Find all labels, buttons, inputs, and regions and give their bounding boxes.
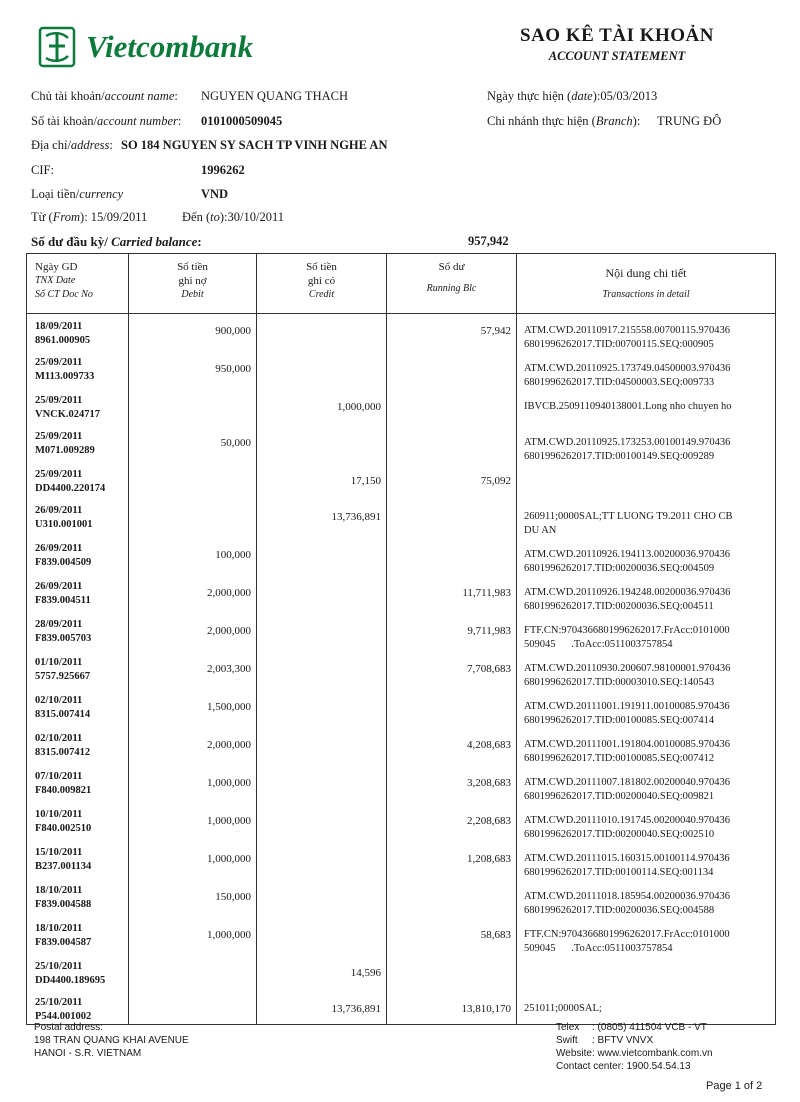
cell-detail <box>517 956 776 992</box>
doc-number: M113.009733 <box>35 371 95 382</box>
cell-balance: 75,092 <box>387 464 517 500</box>
cell-credit <box>257 538 387 576</box>
doc-number: F839.004587 <box>35 937 92 948</box>
table-row <box>27 804 776 842</box>
txn-date: 02/10/2011 <box>35 733 83 744</box>
brand-wordmark: Vietcombank <box>86 29 254 64</box>
cell-detail: ATM.CWD.20110925.173749.04500003.970436 6801996262017.TID:04500003.SEQ:009733 <box>517 352 776 390</box>
cell-debit: 2,000,000 <box>129 728 257 766</box>
cell-date-doc <box>27 500 129 538</box>
cell-credit <box>257 842 387 880</box>
cell-credit <box>257 918 387 956</box>
to-date: Đến (to):30/10/2011 <box>182 210 284 224</box>
telex-line: Telex : (0805) 411504 VCB - VT <box>556 1022 707 1033</box>
cell-date-doc <box>27 426 129 464</box>
cell-balance: 11,711,983 <box>387 576 517 614</box>
txn-date: 25/09/2011 <box>35 395 83 406</box>
cell-balance: 7,708,683 <box>387 652 517 690</box>
cell-date-doc <box>27 314 129 353</box>
cell-debit <box>129 464 257 500</box>
cell-credit: 13,736,891 <box>257 500 387 538</box>
txn-date: 10/10/2011 <box>35 809 83 820</box>
cell-debit: 2,000,000 <box>129 614 257 652</box>
table-row <box>27 314 776 353</box>
table-row <box>27 956 776 992</box>
doc-number: DD4400.189695 <box>35 975 106 986</box>
txn-date: 02/10/2011 <box>35 695 83 706</box>
cell-balance <box>387 880 517 918</box>
cif-label: CIF: <box>31 163 54 177</box>
cell-balance: 57,942 <box>387 314 517 353</box>
cell-date-doc <box>27 728 129 766</box>
doc-number: 8315.007412 <box>35 747 91 758</box>
cell-balance <box>387 390 517 426</box>
doc-number: VNCK.024717 <box>35 409 101 420</box>
table-row <box>27 690 776 728</box>
cell-credit <box>257 614 387 652</box>
cell-date-doc <box>27 918 129 956</box>
cell-credit: 17,150 <box>257 464 387 500</box>
cell-detail: FTF.CN:9704366801996262017.FrAcc:0101000 509045 .ToAcc:0511003757854 <box>517 918 776 956</box>
cell-detail: ATM.CWD.20111010.191745.00200040.970436 6801996262017.TID:00200040.SEQ:002510 <box>517 804 776 842</box>
cell-debit: 1,000,000 <box>129 842 257 880</box>
cell-debit: 900,000 <box>129 314 257 353</box>
cell-detail: ATM.CWD.20111018.185954.00200036.970436 6801996262017.TID:00200036.SEQ:004588 <box>517 880 776 918</box>
cell-debit: 50,000 <box>129 426 257 464</box>
branch-label: Chi nhánh thực hiện (Branch): <box>487 114 641 128</box>
cell-debit <box>129 390 257 426</box>
cell-credit <box>257 728 387 766</box>
doc-number: 8315.007414 <box>35 709 91 720</box>
doc-number: F840.002510 <box>35 823 92 834</box>
table-row <box>27 918 776 956</box>
cell-detail: FTF.CN:9704366801996262017.FrAcc:0101000 509045 .ToAcc:0511003757854 <box>517 614 776 652</box>
txn-date: 25/10/2011 <box>35 961 83 972</box>
postal-line1: 198 TRAN QUANG KHAI AVENUE <box>34 1035 189 1046</box>
txn-date: 18/10/2011 <box>35 885 83 896</box>
table-row <box>27 842 776 880</box>
account-name: NGUYEN QUANG THACH <box>201 89 348 103</box>
cell-debit: 2,000,000 <box>129 576 257 614</box>
cell-credit <box>257 426 387 464</box>
cell-date-doc <box>27 766 129 804</box>
cell-date-doc <box>27 992 129 1025</box>
cell-debit: 1,000,000 <box>129 766 257 804</box>
cell-date-doc <box>27 842 129 880</box>
doc-number: P544.001002 <box>35 1011 92 1022</box>
table-row <box>27 426 776 464</box>
txn-date: 26/09/2011 <box>35 505 83 516</box>
table-row <box>27 880 776 918</box>
cell-balance: 3,208,683 <box>387 766 517 804</box>
cell-detail: 251011;0000SAL; <box>517 992 776 1025</box>
doc-number: F839.005703 <box>35 633 92 644</box>
currency: VND <box>201 187 229 201</box>
cell-balance <box>387 956 517 992</box>
cell-date-doc <box>27 538 129 576</box>
cell-detail: ATM.CWD.20111001.191911.00100085.970436 6801996262017.TID:00100085.SEQ:007414 <box>517 690 776 728</box>
cell-credit <box>257 576 387 614</box>
account-name-label: Chủ tài khoản/account name: <box>31 89 178 103</box>
table-row <box>27 766 776 804</box>
cell-date-doc <box>27 880 129 918</box>
table-row <box>27 652 776 690</box>
doc-number: F839.004511 <box>35 595 91 606</box>
cell-debit <box>129 992 257 1025</box>
txn-date: 25/10/2011 <box>35 997 83 1008</box>
cell-balance <box>387 352 517 390</box>
txn-date: 28/09/2011 <box>35 619 83 630</box>
doc-number: 8961.000905 <box>35 335 91 346</box>
transactions-body <box>27 314 776 1025</box>
cell-debit: 100,000 <box>129 538 257 576</box>
cell-detail: IBVCB.2509110940138001.Long nho chuyen ho <box>517 390 776 426</box>
cell-detail: ATM.CWD.20110926.194113.00200036.970436 6801996262017.TID:00200036.SEQ:004509 <box>517 538 776 576</box>
cell-debit: 2,003,300 <box>129 652 257 690</box>
cell-balance <box>387 690 517 728</box>
cell-credit <box>257 652 387 690</box>
cell-credit: 13,736,891 <box>257 992 387 1025</box>
exec-date: Ngày thực hiện (date):05/03/2013 <box>487 89 658 103</box>
address: SO 184 NGUYEN SY SACH TP VINH NGHE AN <box>121 138 388 152</box>
website: Website: www.vietcombank.com.vn <box>556 1048 713 1059</box>
from-date: Từ (From): 15/09/2011 <box>31 210 148 224</box>
cell-detail: ATM.CWD.20111015.160315.00100114.970436 6801996262017.TID:00100114.SEQ:001134 <box>517 842 776 880</box>
cell-debit: 1,000,000 <box>129 918 257 956</box>
currency-label: Loại tiền/currency <box>31 187 124 201</box>
col-debit-header: Số tiền ghi nợ Debit <box>129 254 257 314</box>
cell-credit <box>257 352 387 390</box>
txn-date: 15/10/2011 <box>35 847 83 858</box>
statement-title <box>520 25 714 64</box>
cell-detail: ATM.CWD.20110926.194248.00200036.970436 6801996262017.TID:00200036.SEQ:004511 <box>517 576 776 614</box>
cell-date-doc <box>27 652 129 690</box>
doc-number: B237.001134 <box>35 861 92 872</box>
table-row <box>27 614 776 652</box>
table-row <box>27 390 776 426</box>
cell-date-doc <box>27 804 129 842</box>
cell-balance: 1,208,683 <box>387 842 517 880</box>
title-en: ACCOUNT STATEMENT <box>548 49 686 63</box>
cell-detail <box>517 464 776 500</box>
txn-date: 07/10/2011 <box>35 771 83 782</box>
txn-date: 26/09/2011 <box>35 543 83 554</box>
cell-credit: 14,596 <box>257 956 387 992</box>
table-row <box>27 576 776 614</box>
cell-debit <box>129 500 257 538</box>
bank-contact <box>556 1021 713 1073</box>
vietcombank-logo <box>38 26 328 68</box>
carried-balance: 957,942 <box>468 234 509 248</box>
col-credit-header: Số tiền ghi có Credit <box>257 254 387 314</box>
cell-detail: ATM.CWD.20110930.200607.98100001.970436 6801996262017.TID:00003010.SEQ:140543 <box>517 652 776 690</box>
account-number: 0101000509045 <box>201 114 283 128</box>
table-row <box>27 992 776 1025</box>
postal-line2: HANOI - S.R. VIETNAM <box>34 1048 142 1059</box>
cell-date-doc <box>27 956 129 992</box>
col-date-header: Ngày GD TNX Date Số CT Doc No <box>27 254 129 314</box>
txn-date: 26/09/2011 <box>35 581 83 592</box>
txn-date: 01/10/2011 <box>35 657 83 668</box>
doc-number: F839.004509 <box>35 557 92 568</box>
cell-detail: ATM.CWD.20110917.215558.00700115.970436 6801996262017.TID:00700115.SEQ:000905 <box>517 314 776 353</box>
txn-date: 25/09/2011 <box>35 357 83 368</box>
cell-balance: 4,208,683 <box>387 728 517 766</box>
swift-line: Swift : BFTV VNVX <box>556 1035 654 1046</box>
cell-date-doc <box>27 690 129 728</box>
cell-detail: ATM.CWD.20111007.181802.00200040.970436 6801996262017.TID:00200040.SEQ:009821 <box>517 766 776 804</box>
col-detail-header: Nội dung chi tiết Transactions in detail <box>517 254 776 314</box>
col-balance-header: Số dư Running Blc <box>387 254 517 314</box>
cell-debit: 150,000 <box>129 880 257 918</box>
page-number: Page 1 of 2 <box>706 1080 763 1092</box>
cell-debit: 950,000 <box>129 352 257 390</box>
cell-credit <box>257 690 387 728</box>
table-row <box>27 538 776 576</box>
cell-date-doc <box>27 614 129 652</box>
cell-balance <box>387 500 517 538</box>
cell-date-doc <box>27 576 129 614</box>
table-row <box>27 500 776 538</box>
doc-number: F839.004588 <box>35 899 92 910</box>
table-header-row <box>27 254 776 314</box>
cell-balance: 13,810,170 <box>387 992 517 1025</box>
account-number-label: Số tài khoản/account number: <box>31 114 182 128</box>
cell-credit <box>257 804 387 842</box>
cell-credit: 1,000,000 <box>257 390 387 426</box>
cell-balance <box>387 426 517 464</box>
contact-center: Contact center: 1900.54.54.13 <box>556 1061 691 1072</box>
postal-label: Postal address: <box>34 1022 103 1033</box>
doc-number: U310.001001 <box>35 519 93 530</box>
table-row <box>27 728 776 766</box>
txn-date: 18/10/2011 <box>35 923 83 934</box>
table-row <box>27 352 776 390</box>
cell-detail: ATM.CWD.20110925.173253.00100149.970436 6801996262017.TID:00100149.SEQ:009289 <box>517 426 776 464</box>
brand-emblem-icon <box>40 28 74 66</box>
txn-date: 25/09/2011 <box>35 469 83 480</box>
doc-number: DD4400.220174 <box>35 483 106 494</box>
cell-date-doc <box>27 390 129 426</box>
cell-balance <box>387 538 517 576</box>
doc-number: F840.009821 <box>35 785 92 796</box>
cell-debit: 1,000,000 <box>129 804 257 842</box>
doc-number: M071.009289 <box>35 445 95 456</box>
cell-debit <box>129 956 257 992</box>
cell-debit: 1,500,000 <box>129 690 257 728</box>
cell-date-doc <box>27 352 129 390</box>
table-row <box>27 464 776 500</box>
cell-detail: ATM.CWD.20111001.191804.00100085.970436 6801996262017.TID:00100085.SEQ:007412 <box>517 728 776 766</box>
title-vn: SAO KÊ TÀI KHOẢN <box>520 25 714 46</box>
cell-balance: 58,683 <box>387 918 517 956</box>
txn-date: 18/09/2011 <box>35 321 83 332</box>
cell-credit <box>257 314 387 353</box>
cell-credit <box>257 766 387 804</box>
carried-balance-label: Số dư đầu kỳ/ Carried balance: <box>31 234 202 249</box>
cell-date-doc <box>27 464 129 500</box>
cell-credit <box>257 880 387 918</box>
cif: 1996262 <box>201 163 245 177</box>
cell-detail: 260911;0000SAL;TT LUONG T9.2011 CHO CB DU AN <box>517 500 776 538</box>
branch: TRUNG ĐÔ <box>657 114 722 128</box>
transactions-table <box>26 253 776 1025</box>
doc-number: 5757.925667 <box>35 671 91 682</box>
cell-balance: 2,208,683 <box>387 804 517 842</box>
cell-balance: 9,711,983 <box>387 614 517 652</box>
postal-address <box>34 1021 189 1060</box>
txn-date: 25/09/2011 <box>35 431 83 442</box>
address-label: Địa chỉ/address: <box>31 138 113 152</box>
